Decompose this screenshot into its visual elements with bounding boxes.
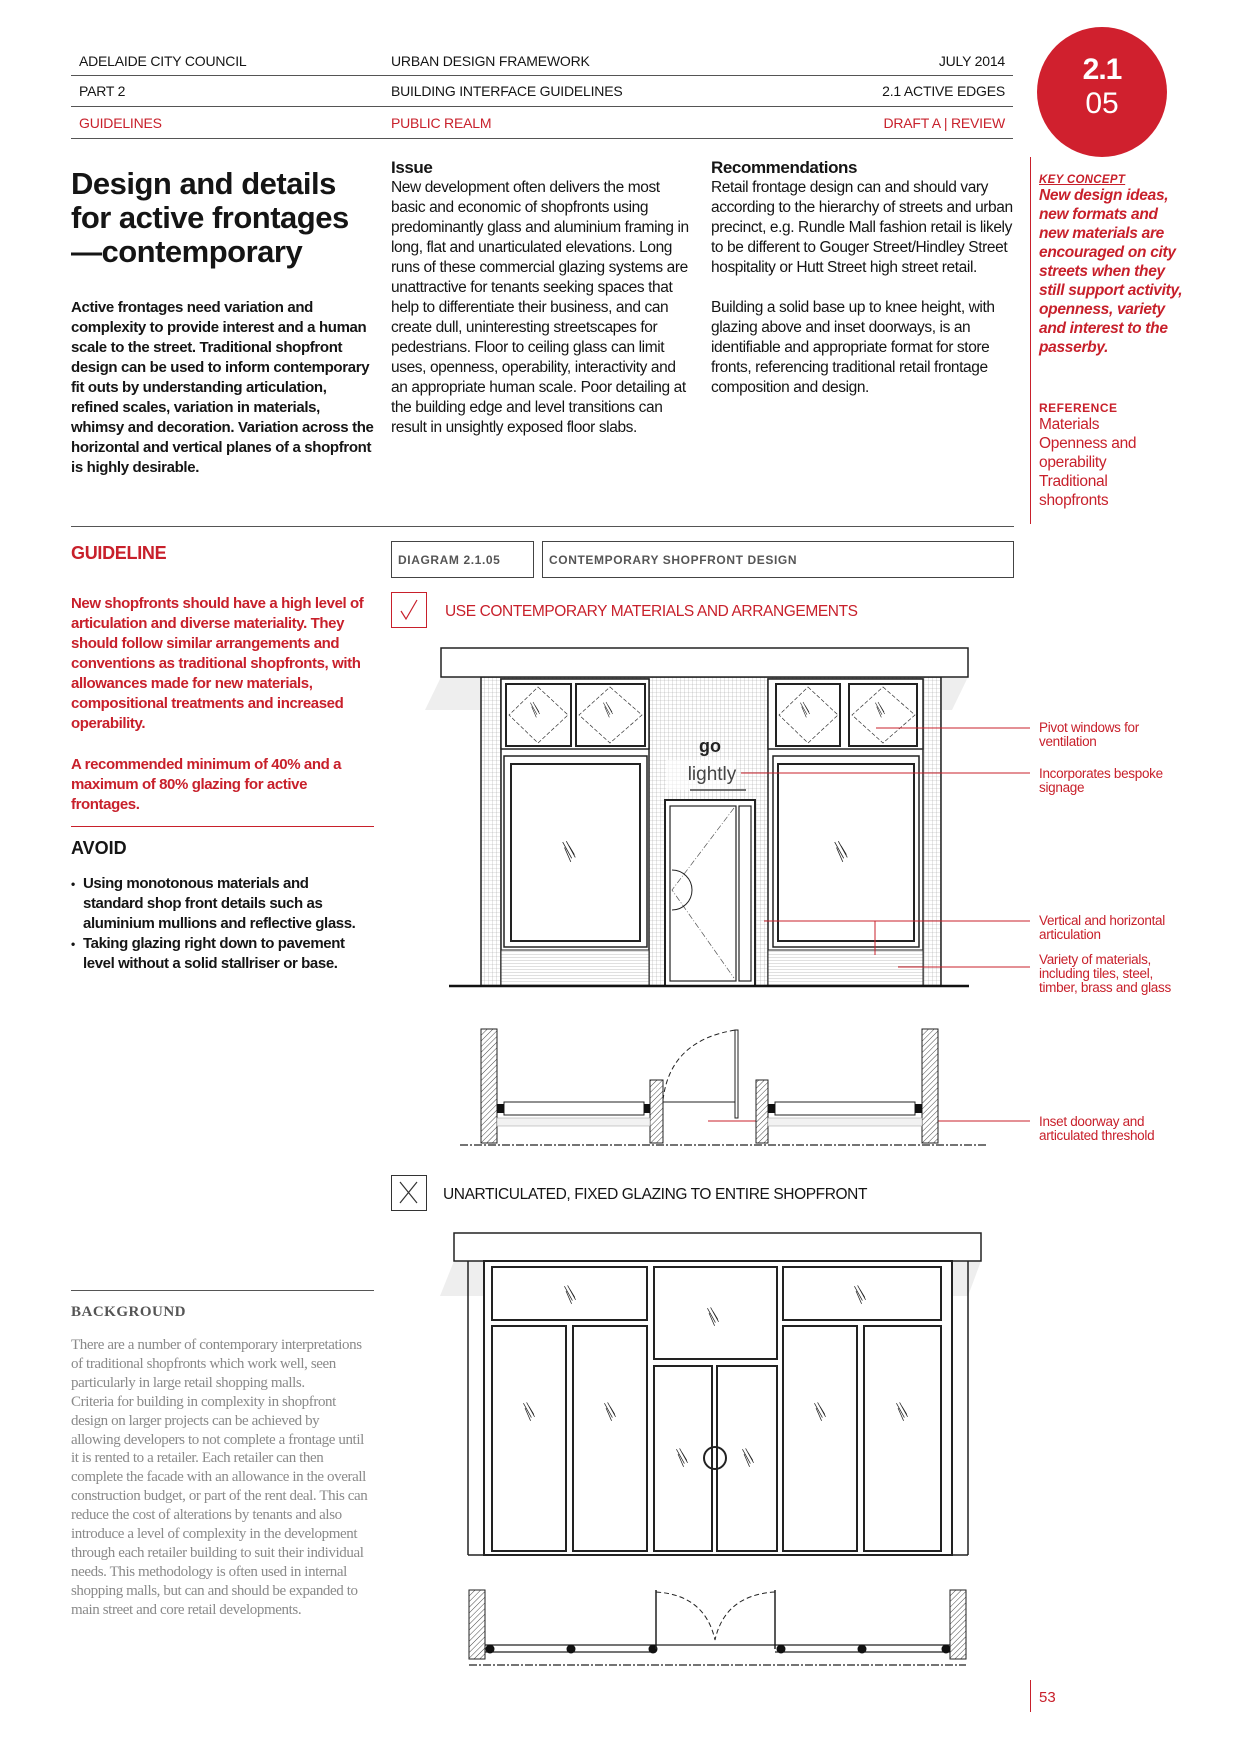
annotation-signage: Incorporates bespoke signage: [1039, 766, 1163, 795]
background-paragraph: There are a number of contemporary interpretations of traditional shopfronts which work well, seen particularly in large retail shopping malls.: [71, 1337, 362, 1391]
signage-go: go: [699, 736, 721, 756]
badge-number: 05: [1085, 87, 1119, 120]
page-title: Design and details for active frontages —contemporary: [71, 166, 349, 269]
guideline-heading: GUIDELINE: [71, 543, 167, 563]
annotation-inset-doorway: Inset doorway and articulated threshold: [1039, 1114, 1155, 1143]
signage-lightly: lightly: [687, 764, 737, 785]
background-heading: BACKGROUND: [71, 1304, 187, 1320]
dont-label: UNARTICULATED, FIXED GLAZING TO ENTIRE SHOPFRONT: [443, 1186, 868, 1203]
guideline-glazing-text: A recommended minimum of 40% and a maximum of 80% glazing for active frontages.: [71, 756, 342, 813]
background-paragraph: Criteria for building in complexity in shopfront design on larger projects can be achieved by allowing developers to not complete a frontage until it is rented to a retailer. Each retailer can then complete the facade with an allowance in the overall construction budget, or part of the rent deal. This can reduce the cost of alterations by tenants and also introduce a level of complexity in the development through each retailer building to suit their individual needs. This methodology is often used in internal shopping malls, but can and should be expanded to main street and core retail developments.: [71, 1393, 368, 1618]
avoid-item: • Using monotonous materials and standard shop front details such as aluminium mullions and reflective glass.: [71, 874, 371, 934]
canopy: [441, 648, 968, 677]
recommendations-heading: Recommendations: [711, 158, 858, 177]
unarticulated-plan: [469, 1590, 966, 1665]
header-org: ADELAIDE CITY COUNCIL: [79, 53, 247, 69]
reference-link-openness[interactable]: Openness and operability: [1039, 435, 1137, 471]
issue-body: New development often delivers the most basic and economic of shopfronts using predominantly glass and aluminium framing in long, flat and unarticulated elevations. Long runs of these commercial glazing systems are unattractive for tenants seeking spaces that help to differentiate their business, and can create dull, uninteresting streetscapes for pedestrians. Floor to ceiling glass can limit uses, openness, operability, interactivity and an appropriate human scale. Poor detailing at the building edge and level transitions can result in unsightly exposed floor slabs.: [391, 179, 689, 436]
header-subsection: 2.1 ACTIVE EDGES: [882, 83, 1005, 99]
recommendations-paragraph: Building a solid base up to knee height, with glazing above and inset doorways, is an identifiable and appropriate format for store fronts, referencing traditional retail frontage composition and design.: [711, 299, 995, 396]
badge-section: 2.1: [1082, 53, 1122, 86]
guideline-text: New shopfronts should have a high level of articulation and diverse materiality. They should follow similar arrangements and conventions as traditional shopfronts, with allowances made for new materials, compositional treatments and increased operability.: [71, 595, 364, 732]
key-concept-label: KEY CONCEPT: [1039, 174, 1126, 186]
avoid-heading: AVOID: [71, 838, 127, 858]
annotation-materials: Variety of materials, including tiles, steel, timber, brass and glass: [1039, 952, 1171, 995]
diagram-title: CONTEMPORARY SHOPFRONT DESIGN: [542, 541, 1014, 578]
key-concept-text: New design ideas, new formats and new materials are encouraged on city streets when they still support activity, openness, variety and interest to the passerby.: [1039, 187, 1183, 356]
avoid-item: • Taking glazing right down to pavement level without a solid stallriser or base.: [71, 934, 371, 974]
annotation-pivot-windows: Pivot windows for ventilation: [1039, 720, 1139, 749]
reference-link-materials[interactable]: Materials: [1039, 416, 1100, 433]
header-category: GUIDELINES: [79, 115, 162, 131]
reference-link-traditional[interactable]: Traditional shopfronts: [1039, 473, 1109, 509]
do-label: USE CONTEMPORARY MATERIALS AND ARRANGEMENTS: [445, 603, 858, 620]
recommendations-paragraph: Retail frontage design can and should vary according to the hierarchy of streets and urban precinct, e.g. Rundle Mall fashion retail is likely to be different to Gouger Street/Hindley Street hospitality or Hutt Street high street retail.: [711, 179, 1013, 276]
header-date: JULY 2014: [938, 53, 1005, 69]
header-document: URBAN DESIGN FRAMEWORK: [391, 53, 590, 69]
diagram-number: DIAGRAM 2.1.05: [391, 541, 534, 578]
page-number: 53: [1039, 1689, 1056, 1706]
contemporary-elevation: [425, 648, 1030, 1121]
page-number-divider: [1030, 1680, 1031, 1712]
contemporary-plan: [460, 1029, 986, 1145]
header-topic: PUBLIC REALM: [391, 115, 492, 131]
intro-paragraph: Active frontages need variation and complexity to provide interest and a human scale to the street. Traditional shopfront design can be used to inform contemporary fit outs by understanding articulation, refined scales, variation in materials, whimsy and decoration. Variation across the horizontal and vertical planes of a shopfront is highly desirable.: [71, 299, 374, 476]
issue-heading: Issue: [391, 158, 433, 177]
header-part: PART 2: [79, 83, 126, 99]
header-status: DRAFT A | REVIEW: [883, 115, 1005, 131]
header-section: BUILDING INTERFACE GUIDELINES: [391, 83, 623, 99]
annotation-articulation: Vertical and horizontal articulation: [1039, 913, 1165, 942]
unarticulated-elevation: [440, 1233, 981, 1555]
reference-label: REFERENCE: [1039, 401, 1118, 415]
